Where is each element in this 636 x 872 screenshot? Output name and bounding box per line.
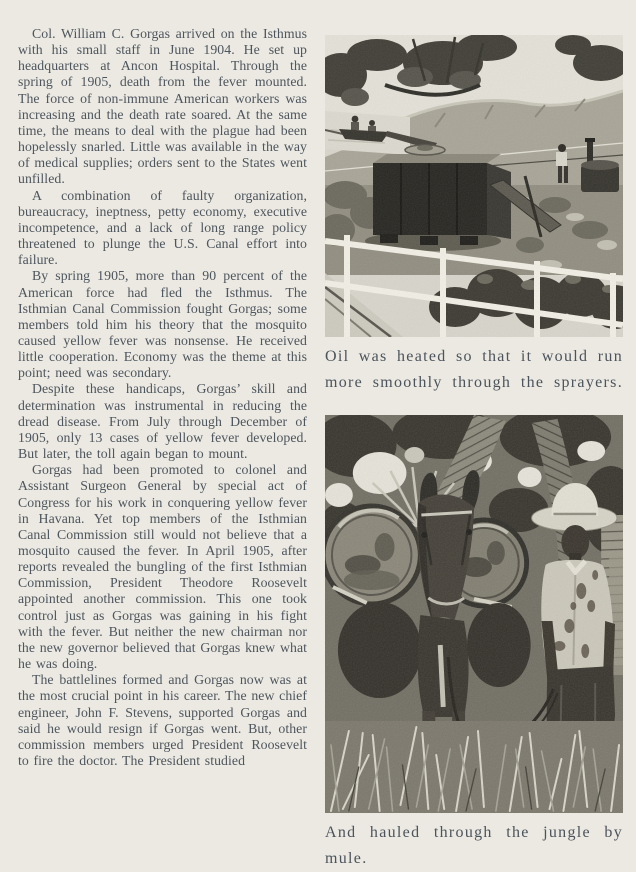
paragraph-2: A combination of faulty organization, bureaucracy, ineptness, petty economy, executive incompetence, and a lack of long range policy threatened to plunge the U.S. Canal effort into failure. <box>18 187 307 268</box>
figure-caption-oil: Oil was heated so that it would run more smoothly through the sprayers. <box>325 348 623 391</box>
article-column <box>18 26 307 769</box>
paragraph-6: The battlelines formed and Gorgas now was at the most crucial point in his career. The new chief engineer, John F. Stevens, supported Gorgas and said he would resign if Gorgas went. But, other commission members urged President Roosevelt to fire the doctor. The President studied <box>18 672 307 769</box>
paragraph-4: Despite these handicaps, Gorgas’ skill and determination was instrumental in reducing the dread disease. From July through December of 1905, only 13 cases of yellow fever developed. But later, the toll again began to mount. <box>18 381 307 462</box>
paragraph-5: Gorgas had been promoted to colonel and Assistant Surgeon General by special act of Congress for his work in conquering yellow fever in Havana. Yet top members of the Isthmian Canal Commission still would not believe that a mosquito caused the fever. In April 1905, after reports revealed the bungling of the first Isthmian Commission, President Theodore Roosevelt appointed another commission. This one took control just as Gorgas was gaining in his fight with the fever. But neither the new chairman nor the new governor believed that Gorgas knew what he was doing. <box>18 462 307 672</box>
figure-mule-hauling <box>325 415 623 813</box>
paragraph-3: By spring 1905, more than 90 percent of the American force had fled the Isthmus. The Isthmian Canal Commission fought Gorgas; some members told him his theory that the mosquito caused yellow fever was nonsense. He received little cooperation. Economy was the theme at this point; need was secondary. <box>18 268 307 381</box>
figure-caption-mule: And hauled through the jungle by mule. <box>325 824 623 867</box>
mule-photo <box>325 415 623 813</box>
oil-tank-photo <box>325 35 623 337</box>
paragraph-1: Col. William C. Gorgas arrived on the Isthmus with his small staff in June 1904. He set up headquarters at Ancon Hospital. Through the spring of 1905, death from the fever mounted. The force of non-immune American workers was increasing and the death rate soared. At the same time, the means to deal with the plague had been hopelessly snarled. Little was available in the way of medical supplies; orders sent to the States went unfilled. <box>18 26 307 187</box>
figure-oil-heating-tank <box>325 35 623 337</box>
